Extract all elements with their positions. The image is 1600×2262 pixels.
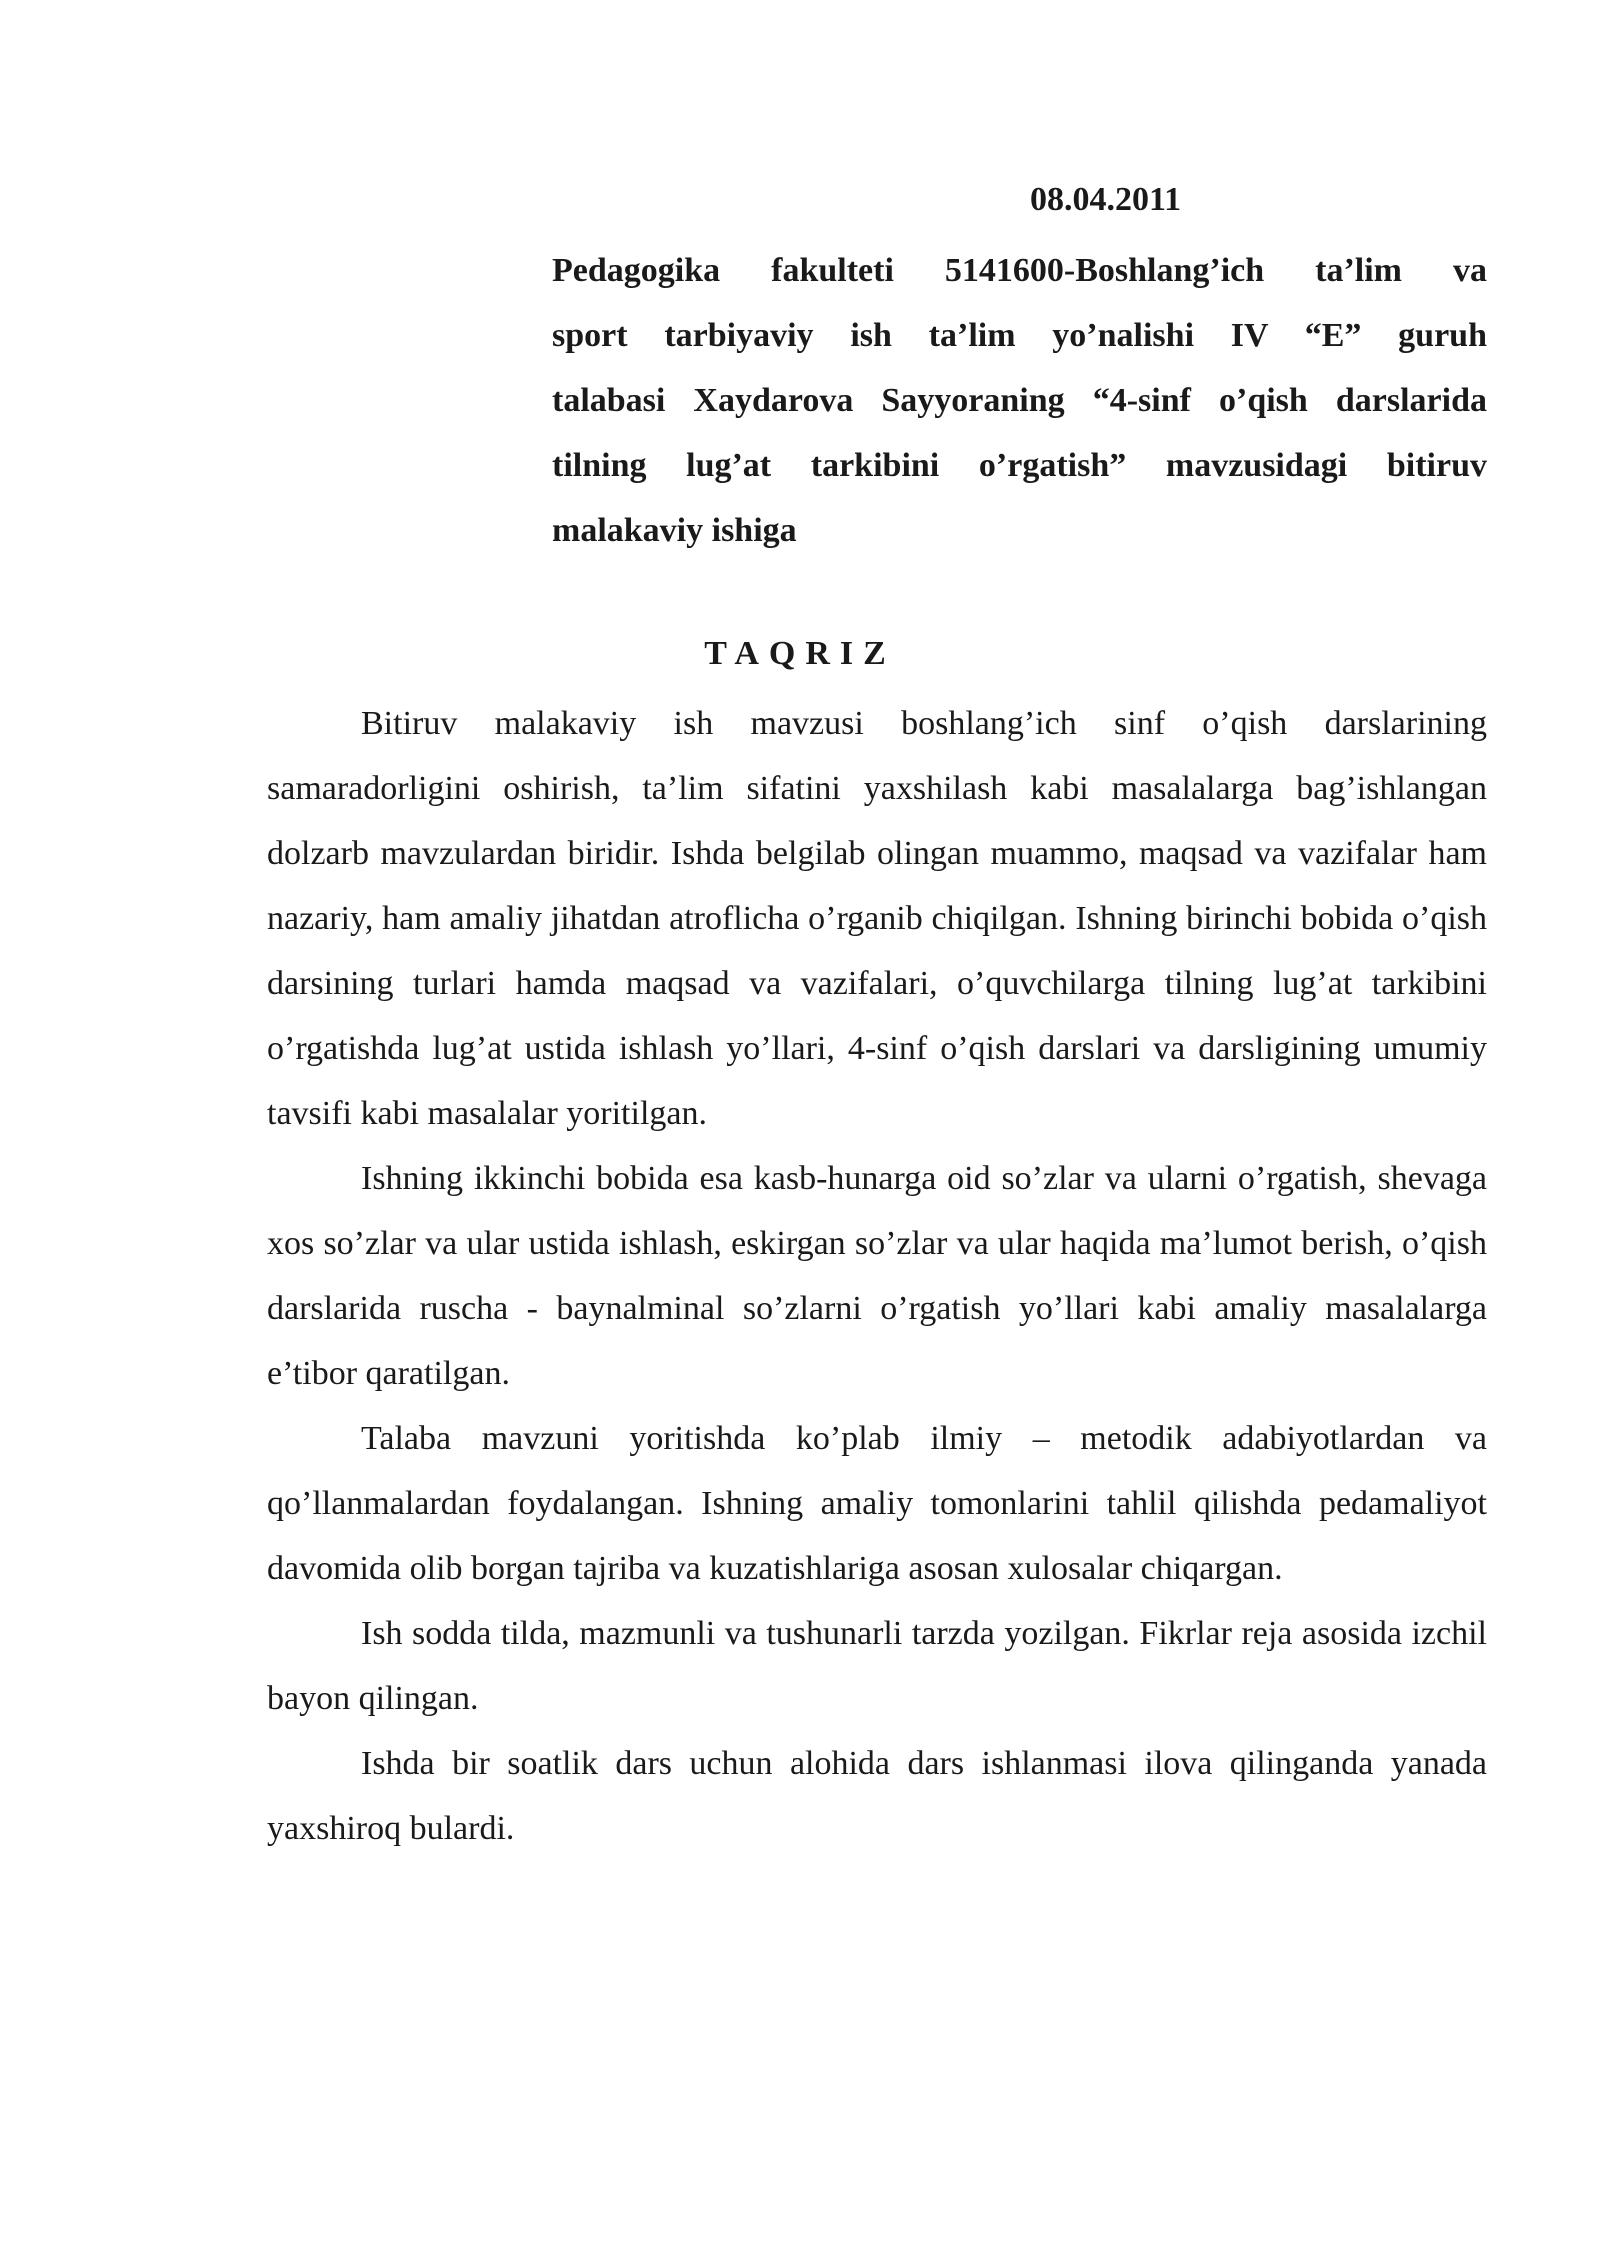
document-date: 08.04.2011	[1030, 181, 1182, 218]
body-paragraph: Ishning ikkinchi bobida esa kasb-hunarga oid so’zlar va ularni o’rgatish, shevaga xos so’zlar va ular ustida ishlash, eskirgan so’zlar va ular haqida ma’lumot berish, o’qish darslarida ruscha - baynalminal so’zlarni o’rgatish yo’llari kabi amaliy masalalarga e’tibor qaratilgan.	[267, 1160, 1487, 1392]
body-paragraph: Bitiruv malakaviy ish mavzusi boshlang’ich sinf o’qish darslarining samaradorligini oshirish, ta’lim sifatini yaxshilash kabi masalalarga bag’ishlangan dolzarb mavzulardan biridir. Ishda belgilab olingan muammo, maqsad va vazifalar ham nazariy, ham amaliy jihatdan atroflicha o’rganib chiqilgan. Ishning birinchi bobida o’qish darsining turlari hamda maqsad va vazifalari, o’quvchilarga tilning lug’at tarkibini o’rgatishda lug’at ustida ishlash yo’llari, 4-sinf o’qish darslari va darsligining umumiy tavsifi kabi masalalar yoritilgan.	[267, 705, 1487, 1132]
body-paragraph: Ishda bir soatlik dars uchun alohida dars ishlanmasi ilova qilinganda yanada yaxshiroq bulardi.	[267, 1745, 1487, 1847]
document-body	[267, 691, 1487, 1861]
body-paragraph: Talaba mavzuni yoritishda ko’plab ilmiy – metodik adabiyotlardan va qo’llanmalardan foydalangan. Ishning amaliy tomonlarini tahlil qilishda pedamaliyot davomida olib borgan tajriba va kuzatishlariga asosan xulosalar chiqargan.	[267, 1420, 1487, 1587]
heading-line: malakaviy ishiga	[552, 512, 797, 549]
heading-line: tilning lug’at tarkibini o’rgatish” mavzusidagi bitiruv	[552, 447, 1487, 484]
body-paragraph: Ish sodda tilda, mazmunli va tushunarli tarzda yozilgan. Fikrlar reja asosida izchil bayon qilingan.	[267, 1615, 1487, 1717]
document-title: TAQRIZ	[704, 635, 896, 672]
heading-line: sport tarbiyaviy ish ta’lim yo’nalishi IV “E” guruh	[552, 317, 1487, 354]
heading-line: Pedagogika fakulteti 5141600-Boshlang’ich ta’lim va	[552, 252, 1487, 289]
heading-line: talabasi Xaydarova Sayyoraning “4-sinf o’qish darslarida	[552, 382, 1487, 419]
document-heading	[552, 238, 1487, 563]
